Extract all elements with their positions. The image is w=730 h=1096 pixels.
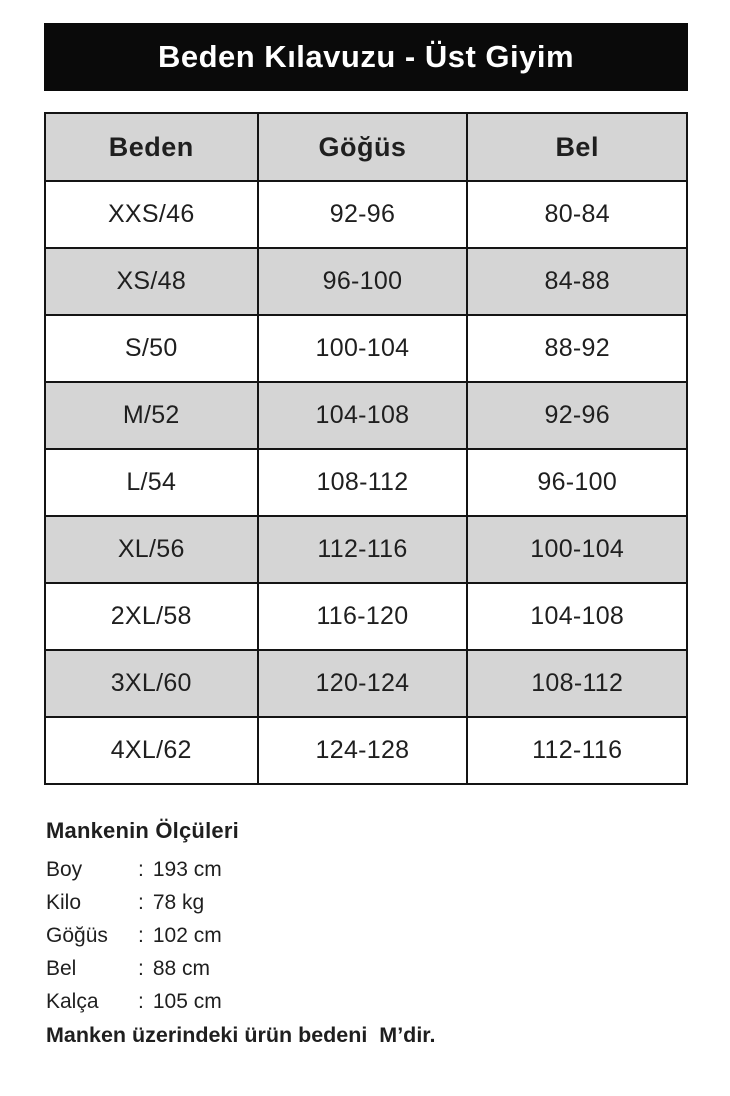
table-row [45, 650, 687, 717]
size-cell: XXS/46 [45, 181, 258, 248]
title-bar [44, 23, 688, 91]
measurement-value: 78 kg [152, 891, 205, 914]
chest-cell: 92-96 [258, 181, 468, 248]
waist-cell: 88-92 [467, 315, 687, 382]
measurement-label: Bel [46, 957, 77, 980]
measurement-row [46, 853, 688, 886]
measurement-row [46, 886, 688, 919]
chest-cell: 104-108 [258, 382, 468, 449]
chest-cell: 96-100 [258, 248, 468, 315]
table-row [45, 449, 687, 516]
chest-cell: 120-124 [258, 650, 468, 717]
column-header-size: Beden [45, 113, 258, 181]
size-cell: L/54 [45, 449, 258, 516]
size-cell: S/50 [45, 315, 258, 382]
measurement-value: 88 cm [152, 957, 211, 980]
measurement-separator: : [138, 924, 144, 947]
measurement-row [46, 985, 688, 1018]
size-table [44, 112, 688, 785]
size-cell: XL/56 [45, 516, 258, 583]
section-heading: Mankenin Ölçüleri [46, 818, 239, 843]
page-title: Beden Kılavuzu - Üst Giyim [157, 39, 575, 74]
waist-cell: 108-112 [467, 650, 687, 717]
size-cell: M/52 [45, 382, 258, 449]
chest-cell: 100-104 [258, 315, 468, 382]
waist-cell: 104-108 [467, 583, 687, 650]
measurement-value: 193 cm [152, 858, 222, 881]
table-header-row [45, 113, 687, 181]
measurement-row [46, 952, 688, 985]
measurement-row [46, 919, 688, 952]
waist-cell: 92-96 [467, 382, 687, 449]
measurement-separator: : [138, 990, 144, 1013]
table-row [45, 717, 687, 784]
waist-cell: 112-116 [467, 717, 687, 784]
waist-cell: 84-88 [467, 248, 687, 315]
waist-cell: 80-84 [467, 181, 687, 248]
waist-cell: 96-100 [467, 449, 687, 516]
size-cell: XS/48 [45, 248, 258, 315]
chest-cell: 124-128 [258, 717, 468, 784]
measurement-label: Boy [46, 858, 83, 881]
table-row [45, 315, 687, 382]
chest-cell: 116-120 [258, 583, 468, 650]
model-measurements-section [44, 818, 688, 1052]
chest-cell: 108-112 [258, 449, 468, 516]
table-row [45, 181, 687, 248]
waist-cell: 100-104 [467, 516, 687, 583]
measurement-separator: : [138, 957, 144, 980]
size-cell: 2XL/58 [45, 583, 258, 650]
measurement-separator: : [138, 858, 144, 881]
measurement-value: 102 cm [152, 924, 222, 947]
table-row [45, 516, 687, 583]
size-cell: 3XL/60 [45, 650, 258, 717]
chest-cell: 112-116 [258, 516, 468, 583]
product-size-note: Manken üzerindeki ürün bedeni M’dir. [46, 1023, 436, 1047]
size-guide-sheet [44, 23, 688, 1052]
table-row [45, 248, 687, 315]
column-header-chest: Göğüs [258, 113, 468, 181]
measurement-value: 105 cm [152, 990, 222, 1013]
table-row [45, 382, 687, 449]
measurement-label: Kilo [46, 891, 82, 914]
column-header-waist: Bel [467, 113, 687, 181]
measurement-label: Kalça [46, 990, 99, 1013]
measurement-label: Göğüs [46, 924, 108, 947]
measurement-separator: : [138, 891, 144, 914]
table-row [45, 583, 687, 650]
size-cell: 4XL/62 [45, 717, 258, 784]
